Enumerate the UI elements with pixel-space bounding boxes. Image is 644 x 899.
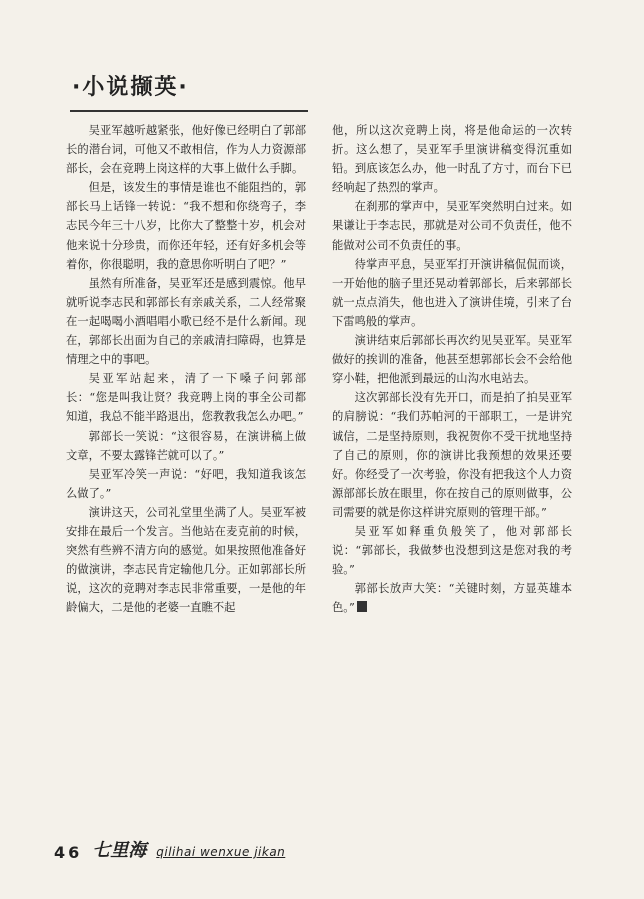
body-paragraph: 吴亚军站起来，清了一下嗓子问郭部长：“您是叫我让贤？我竞聘上岗的事全公司都知道，我总不能半路退出，您教教我怎么办吧。” bbox=[66, 372, 306, 424]
body-paragraph: 但是，该发生的事情是谁也不能阻挡的，郭部长马上话锋一转说：“我不想和你绕弯子，李志民今年三十八岁，比你大了整整十岁，机会对他来说十分珍贵，而你还年轻，还有好多机会等着你，你很聪明，我的意思你听明白了吧？” bbox=[66, 181, 306, 271]
body-paragraph: 演讲这天，公司礼堂里坐满了人。吴亚军被安排在最后一个发言。当他站在麦克前的时候，突然有些辨不清方向的感觉。如果按照他准备好的做演讲，李志民肯定输他几分。正如郭部长所说，这次的竞聘对李志民非常重要，一是他的年龄偏大，二是他的老婆一直瞧不起 bbox=[66, 505, 306, 615]
body-paragraph: 吴亚军越听越紧张，他好像已经明白了郭部长的潜台词，可他又不敢相信，作为人力资源部部长，会在竞聘上岗这样的大事上做什么手脚。 bbox=[66, 124, 306, 176]
body-paragraph: 待掌声平息，吴亚军打开演讲稿侃侃而谈，一开始他的脑子里还晃动着郭部长，后来郭部长就一点点消失，他也进入了演讲佳境，引来了台下雷鸣般的掌声。 bbox=[332, 257, 572, 328]
end-of-article-mark bbox=[357, 601, 367, 612]
page-footer bbox=[54, 836, 285, 862]
section-title: ·小说撷英· bbox=[72, 75, 189, 100]
body-paragraph: 他，所以这次竞聘上岗，将是他命运的一次转折。这么想了，吴亚军手里演讲稿变得沉重如铅。到底该怎么办，他一时乱了方寸，而台下已经响起了热烈的掌声。 bbox=[332, 124, 572, 195]
body-paragraph: 这次郭部长没有先开口，而是拍了拍吴亚军的肩膀说：“我们苏帕河的干部职工，一是讲究诚信，二是坚持原则，我祝贺你不受干扰地坚持了自己的原则，你的演讲比我预想的效果还要好。你经受了一次考验，你没有把我这个人力资源部部长放在眼里，你在按自己的原则做事，公司需要的就是你这样讲究原则的管理干部。” bbox=[332, 391, 572, 519]
body-paragraph: 虽然有所准备，吴亚军还是感到震惊。他早就听说李志民和郭部长有亲戚关系，二人经常聚在一起喝喝小酒唱唱小歌已经不是什么新闻。现在，郭部长出面为自己的亲戚清扫障碍，也算是情理之中的事吧。 bbox=[66, 276, 306, 367]
header-rule bbox=[70, 110, 308, 112]
right-column bbox=[332, 121, 572, 617]
journal-logo: 七里海 bbox=[92, 840, 147, 861]
journal-latin-title: qilihai wenxue jikan bbox=[156, 845, 286, 859]
body-paragraph: 在刹那的掌声中，吴亚军突然明白过来。如果谦让于李志民，那就是对公司不负责任，他不能做对公司不负责任的事。 bbox=[332, 200, 572, 252]
left-column bbox=[66, 121, 306, 617]
body-paragraph: 吴亚军如释重负般笑了，他对郭部长说：“郭部长，我做梦也没想到这是您对我的考验。” bbox=[332, 524, 572, 577]
body-paragraph: 郭部长一笑说：“这很容易，在演讲稿上做文章，不要太露锋芒就可以了。” bbox=[66, 429, 306, 462]
body-paragraph: 郭部长放声大笑：“关键时刻，方显英雄本色。” bbox=[332, 582, 572, 615]
body-paragraph: 吴亚军冷笑一声说：“好吧，我知道我该怎么做了。” bbox=[66, 467, 306, 500]
body-paragraph: 演讲结束后郭部长再次约见吴亚军。吴亚军做好的挨训的准备，他甚至想郭部长会不会给他穿小鞋，把他派到最远的山沟水电站去。 bbox=[332, 334, 572, 386]
page-number: 46 bbox=[54, 843, 83, 862]
